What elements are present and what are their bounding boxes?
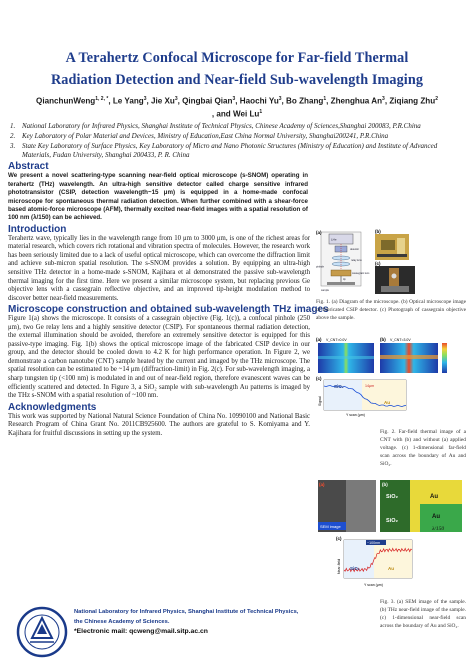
affiliation-number: 1.: [10, 122, 16, 131]
fig3c-sio2-label: SiO₂: [350, 566, 360, 571]
fig1c-reflection: [392, 274, 397, 279]
fig3a-sem-label: SEM image: [320, 524, 341, 529]
fig3b-sio2-label: SiO₂: [386, 494, 398, 500]
fig1b-contact: [377, 254, 407, 257]
author: QianchunWeng: [36, 96, 96, 106]
author-affil-sup: 1, 2, *: [95, 96, 109, 102]
affiliation-text: Key Laboratory of Polar Material and Devices, Ministry of Education,East China Normal University, Shanghai200241, P.R.China: [22, 132, 389, 141]
affiliation-number: 2.: [10, 132, 16, 141]
fig1-label-b: (b): [375, 229, 381, 234]
fig2b-voltage: V_CNT=3.0V: [390, 338, 411, 342]
fig3c-au-region: [374, 540, 412, 578]
fig2a-voltage: V_CNT=0.0V: [326, 338, 347, 342]
fig1-label-c: (c): [375, 261, 381, 266]
author: , Bo Zhang: [281, 96, 324, 106]
affiliation-number: 3.: [10, 142, 16, 151]
figure-3-caption: Fig. 3. (a) SEM image of the sample. (b) THz near-field image of the sample. (c) 1-dimensional near-field scan across the boundary of Au and SiO₂.: [380, 599, 466, 629]
author: , Le Yang: [108, 96, 144, 106]
affiliation-item: [10, 122, 466, 131]
author-affil-sup: 1: [323, 96, 327, 102]
author-affil-sup: 3: [232, 96, 236, 102]
figure-3-graphic: [316, 478, 466, 590]
fig3b-sio2-label-lower: SiO₂: [386, 518, 398, 524]
fig2b-cnt-line: [380, 355, 438, 359]
fig3c-sio2-region: [344, 540, 374, 578]
fig3c-xlabel: Y scan (μm): [364, 583, 383, 587]
fig3b-lambda: λ/150: [432, 526, 445, 532]
author-affil-sup: 3: [143, 96, 147, 102]
affiliation-list: [8, 122, 466, 160]
figure-2-caption: Fig. 2. Far-field thermal image of a CNT with (b) and without (a) applied voltage. (c) 1-dimensional far-field scan across the boundary of Au and SiO₂.: [380, 429, 466, 467]
author-affil-sup: 1: [259, 109, 263, 116]
institute-logo-icon: [16, 606, 68, 658]
figure-2: [316, 336, 466, 418]
fig2c-ylabel: Signal: [318, 396, 322, 406]
footer-text: [74, 608, 298, 637]
author: , Qingbai Qian: [177, 96, 233, 106]
fig1a-sample-label: sample: [321, 289, 330, 292]
introduction-heading: Introduction: [8, 223, 67, 235]
fig2-label-c: (c): [316, 376, 322, 381]
fig1b-device-dark: [381, 240, 395, 250]
author: , Zhenghua An: [326, 96, 383, 106]
author: , and Wei Lu: [211, 109, 260, 119]
fig1a-detector-label: detector: [350, 248, 360, 251]
fig2-label-b: (b): [380, 337, 386, 342]
fig3b-au-label: Au: [430, 494, 438, 500]
fig3b-sio2-region: [380, 480, 410, 532]
author-list: [8, 94, 466, 120]
affiliation-text: State Key Laboratory of Surface Physics, Key Laboratory of Micro and Nano Photonic Structures (Ministry of Education) and Institute of Advanced Materials, Fudan University, Shanghai 200433, P. R. China: [22, 142, 438, 160]
fig2c-au-label: Au: [384, 400, 390, 405]
acknowledgments-heading: Acknowledgments: [8, 401, 97, 413]
fig1a-tip-label: tip: [343, 278, 346, 281]
figure-3: [316, 478, 466, 590]
fig2c-xlabel: Y scan (μm): [346, 413, 365, 417]
author-affil-sup: 3: [382, 96, 385, 102]
fig1a-sample: [327, 282, 355, 285]
fig3-label-c: (c): [336, 536, 342, 541]
fig3b-au-label-lower: Au: [432, 514, 440, 520]
fig1a-cassegrain: [331, 270, 351, 276]
fig1a-cassegrain-label: cassegrain lens: [352, 272, 370, 275]
footer: [8, 602, 308, 664]
author: , Ziqiang Zhu: [384, 96, 436, 106]
abstract-text: We present a novel scattering-type scanning near-field optical microscope (s-SNOM) operating in terahertz (THz) wavelength. An ultra-high sensitive detector called charge sensitive infrared phototransistor (CSIP, detection wavelength~15 μm) is equipped in a home-made confocal microscope for spontaneous thermal radiation detection. When further combined with a shear-force based atomic-force microscope (AFM), thermally excited near-field images with a spatial resolution of 100 nm (λ/150) can be achieved.: [8, 172, 308, 222]
author: , Haochi Yu: [235, 96, 279, 106]
title-line-1: A Terahertz Confocal Microscope for Far-field Thermal: [65, 50, 409, 66]
microscope-heading: Microscope construction and obtained sub-wavelength THz images: [8, 304, 329, 316]
footer-lab-line-1: National Laboratory for Infrared Physics, Shanghai Institute of Technical Physics,: [74, 609, 299, 615]
author: , Jie Xu: [146, 96, 175, 106]
fig1a-relay-label: relay lens: [351, 259, 362, 262]
fig2-label-a: (a): [316, 337, 322, 342]
figure-1-caption: Fig. 1. (a) Diagram of the microscope. (b) Optical microscope image of fabricated CSIP detector. (c) Photograph of cassegrain objective above the sample.: [316, 299, 466, 321]
fig1a-pinhole-label: pinhole: [316, 265, 325, 269]
figure-1-graphic: [315, 228, 467, 298]
fig2a-cnt-line: [318, 356, 374, 359]
introduction-text: Terahertz wave, typically lies in the wavelength range from 10 μm to 3000 μm, is one of the richest areas for material research, which covers rich rotational and vibration spectra of molecules. However, the research work has been seriously limited due to a lack of useful optical microscope, which can overcome the diffraction limit and achieve sub-micron spatial resolution. The s-SNOM provides a solution. By equipping an ultra-high sensitive THz detector in a home-made s-SNOM, Kajihara et al demonstrated the passive sub-wavelength thermal imaging for the first time. Here we present a similar microscope system, but replacing previous Ge objective lens with a cassegrain reflective objective, and an improved tip-height modulation method to discover better near-field measurements.: [8, 234, 310, 302]
fig1-label-a: (a): [316, 230, 322, 235]
fig1a-lhe-label: LHe: [331, 237, 337, 242]
acknowledgments-text: This work was supported by National Natural Science Foundation of China No. 10990100 and National Basic Research Program of China Grant No. 2011CB925600. The authors are grateful to S. Komiyama and Y. Kajihara for fruitful discussions in setting up the system.: [8, 412, 310, 437]
affiliation-item: [10, 132, 466, 141]
fig1c-stage: [381, 286, 409, 292]
fig2-colorbar: [442, 343, 447, 373]
author-affil-sup: 3: [174, 96, 178, 102]
affiliation-text: National Laboratory for Infrared Physics, Shanghai Institute of Technical Physics, Chinese Academy of Sciences,Shanghai 200083, P.R.China: [22, 122, 421, 131]
microscope-text: Figure 1(a) shows the microscope. It consists of a cassegrain objective (Fig. 1(c)), a confocal pinhole (250 μm), two Ge relay lens and a highly sensitive detector (CSIP). For spontaneous thermal radiation detection, the external illumination should be avoided, therefore an extremely sensitive detector is equipped for this passive-type imaging. Fig. 1(b) shows the optical microscope image of the fabricated CSIP device in our group, and the detector should be cooled down to 4.2 K for high performance operation. In Figure 2, we demonstrate a carbon nanotube (CNT) sample heated by the current and imaged by the THz microscope. The spatial resolution can be estimated to be ~14 μm (diffraction-limit) in Fig. 2(c). For sub-wavelength imaging, a sharp tungsten tip (<100 nm) is modulated in and out of near-field region, therefore evanescent waves can be efficiently scattered and detected. In Figure 3, a SiO₂ sample with sub-wavelength Au patterns is imaged by the THz s-SNOM with a spatial resolution of ~100 nm.: [8, 315, 310, 400]
fig3c-au-label: Au: [388, 566, 394, 571]
abstract-heading: Abstract: [8, 161, 49, 173]
fig3-label-b: (b): [382, 482, 388, 487]
figure-1: [315, 228, 467, 298]
fig2c-resolution: 14μm: [365, 384, 375, 388]
fig2c-sio2-label: SiO₂: [334, 384, 344, 389]
author-affil-sup: 2: [435, 96, 438, 102]
title-line-2: Radiation Detection and Near-field Sub-wavelength Imaging: [50, 72, 424, 88]
fig3c-resolution: ~100nm: [367, 541, 381, 545]
affiliation-item: [10, 142, 466, 160]
fig3c-ylabel: Near-field: [337, 558, 341, 574]
fig3a-au-pattern: [346, 480, 376, 532]
fig3-label-a: (a): [319, 482, 325, 487]
fig1b-device-light: [397, 238, 405, 254]
footer-email[interactable]: *Electronic mail: qcweng@mail.sitp.ac.cn: [74, 628, 208, 636]
figure-2-graphic: [316, 336, 466, 418]
author-affil-sup: 3: [278, 96, 282, 102]
footer-lab-line-2: the Chinese Academy of Sciences.: [74, 618, 170, 625]
